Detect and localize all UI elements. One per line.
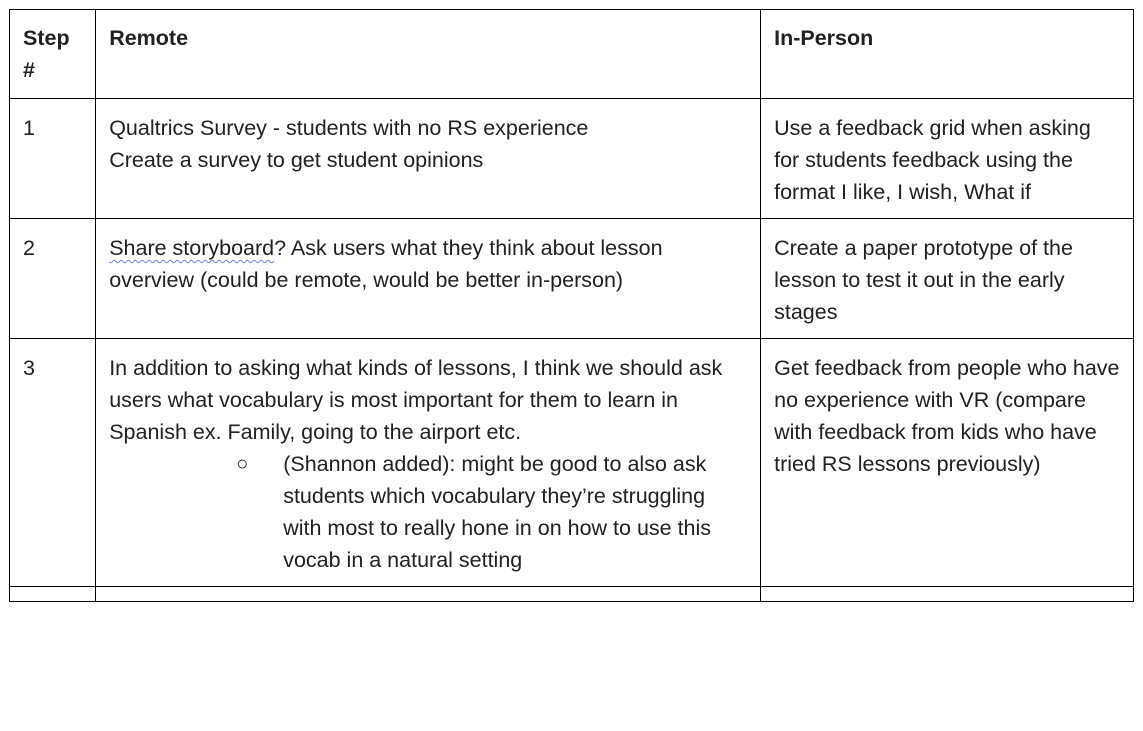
empty-cell[interactable] [96, 587, 761, 602]
list-item-text: (Shannon added): might be good to also ask students which vocabulary they’re struggling with most to really hone in on how to use this vocab in a natural setting [283, 452, 712, 572]
step-cell[interactable]: 2 [10, 219, 96, 339]
remote-text: In addition to asking what kinds of lessons, I think we should ask users what vocabulary is most important for them to learn in Spanish ex. Family, going to the airport etc. [109, 356, 723, 444]
header-in-person[interactable]: In-Person [761, 10, 1134, 99]
remote-line: Qualtrics Survey - students with no RS experience [109, 116, 589, 140]
table-row-partial [10, 587, 1134, 602]
remote-cell[interactable] [96, 99, 761, 219]
nested-list [109, 448, 747, 576]
empty-cell[interactable] [10, 587, 96, 602]
hollow-circle-bullet-icon: ○ [236, 453, 249, 475]
header-step[interactable]: Step # [10, 10, 96, 99]
remote-line: Create a survey to get student opinions [109, 148, 484, 172]
header-remote[interactable]: Remote [96, 10, 761, 99]
remote-cell[interactable] [96, 339, 761, 587]
in-person-cell[interactable]: Get feedback from people who have no experience with VR (compare with feedback from kids who have tried RS lessons previously) [761, 339, 1134, 587]
remote-cell[interactable] [96, 219, 761, 339]
research-plan-table [9, 9, 1134, 602]
empty-cell[interactable] [761, 587, 1134, 602]
in-person-cell[interactable]: Create a paper prototype of the lesson to test it out in the early stages [761, 219, 1134, 339]
header-row [10, 10, 1134, 99]
step-cell[interactable]: 1 [10, 99, 96, 219]
table-row [10, 339, 1134, 587]
in-person-cell[interactable]: Use a feedback grid when asking for students feedback using the format I like, I wish, What if [761, 99, 1134, 219]
list-item [236, 448, 747, 576]
spellcheck-flagged-text[interactable]: Share storyboard [109, 236, 275, 260]
remote-text: ? Ask users what they think about lesson overview (could be remote, would be better in-person) [109, 236, 663, 292]
step-cell[interactable]: 3 [10, 339, 96, 587]
table-row [10, 219, 1134, 339]
table-row [10, 99, 1134, 219]
